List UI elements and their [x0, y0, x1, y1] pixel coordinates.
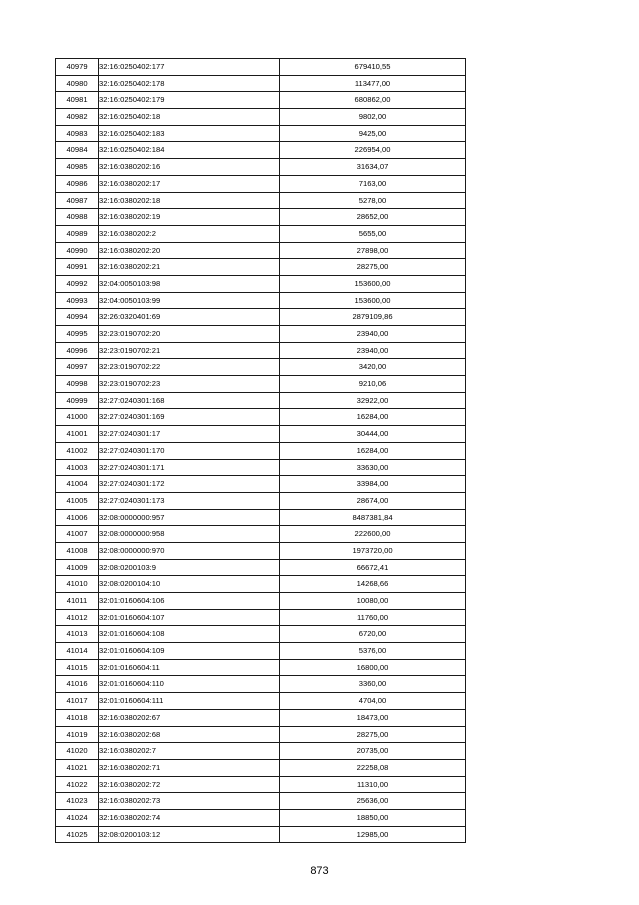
row-number-cell: 41001 — [56, 426, 99, 443]
cadastral-number-cell: 32:16:0380202:16 — [99, 159, 280, 176]
row-number-cell: 41017 — [56, 693, 99, 710]
cadastral-number-cell: 32:27:0240301:168 — [99, 392, 280, 409]
cadastral-value-cell: 30444,00 — [280, 426, 466, 443]
row-number-cell: 41014 — [56, 643, 99, 660]
cadastral-value-cell: 28275,00 — [280, 726, 466, 743]
cadastral-number-cell: 32:01:0160604:111 — [99, 693, 280, 710]
row-number-cell: 40987 — [56, 192, 99, 209]
table-row — [56, 175, 466, 192]
table-row — [56, 676, 466, 693]
cadastral-value-cell: 10080,00 — [280, 593, 466, 610]
cadastral-value-cell: 27898,00 — [280, 242, 466, 259]
cadastral-value-cell: 28652,00 — [280, 209, 466, 226]
cadastral-value-cell: 31634,07 — [280, 159, 466, 176]
cadastral-value-cell: 3420,00 — [280, 359, 466, 376]
cadastral-value-cell: 16284,00 — [280, 442, 466, 459]
row-number-cell: 41013 — [56, 626, 99, 643]
table-row — [56, 542, 466, 559]
cadastral-number-cell: 32:08:0000000:958 — [99, 526, 280, 543]
cadastral-value-cell: 11310,00 — [280, 776, 466, 793]
row-number-cell: 41022 — [56, 776, 99, 793]
table-row — [56, 125, 466, 142]
cadastral-value-cell: 5655,00 — [280, 225, 466, 242]
table-row — [56, 743, 466, 760]
cadastral-number-cell: 32:27:0240301:171 — [99, 459, 280, 476]
row-number-cell: 40979 — [56, 59, 99, 76]
cadastral-value-cell: 9210,06 — [280, 376, 466, 393]
table-row — [56, 59, 466, 76]
cadastral-value-cell: 14268,66 — [280, 576, 466, 593]
cadastral-value-cell: 3360,00 — [280, 676, 466, 693]
row-number-cell: 41020 — [56, 743, 99, 760]
cadastral-number-cell: 32:01:0160604:11 — [99, 659, 280, 676]
row-number-cell: 41009 — [56, 559, 99, 576]
table-row — [56, 292, 466, 309]
cadastral-value-cell: 23940,00 — [280, 342, 466, 359]
cadastral-value-cell: 18850,00 — [280, 809, 466, 826]
cadastral-value-cell: 2879109,86 — [280, 309, 466, 326]
cadastral-number-cell: 32:16:0250402:177 — [99, 59, 280, 76]
table-row — [56, 809, 466, 826]
table-row — [56, 576, 466, 593]
row-number-cell: 40989 — [56, 225, 99, 242]
table-row — [56, 709, 466, 726]
cadastral-number-cell: 32:16:0250402:184 — [99, 142, 280, 159]
cadastral-value-cell: 33984,00 — [280, 476, 466, 493]
cadastral-number-cell: 32:16:0380202:71 — [99, 759, 280, 776]
table-row — [56, 75, 466, 92]
table-row — [56, 559, 466, 576]
cadastral-number-cell: 32:16:0380202:67 — [99, 709, 280, 726]
table-row — [56, 142, 466, 159]
table-row — [56, 225, 466, 242]
cadastral-value-cell: 25636,00 — [280, 793, 466, 810]
cadastral-value-cell: 113477,00 — [280, 75, 466, 92]
row-number-cell: 40986 — [56, 175, 99, 192]
cadastral-number-cell: 32:16:0380202:74 — [99, 809, 280, 826]
cadastral-number-cell: 32:27:0240301:173 — [99, 492, 280, 509]
cadastral-number-cell: 32:04:0050103:99 — [99, 292, 280, 309]
cadastral-value-cell: 5278,00 — [280, 192, 466, 209]
row-number-cell: 41004 — [56, 476, 99, 493]
table-row — [56, 492, 466, 509]
table-row — [56, 476, 466, 493]
cadastral-number-cell: 32:27:0240301:17 — [99, 426, 280, 443]
row-number-cell: 40998 — [56, 376, 99, 393]
cadastral-value-cell: 32922,00 — [280, 392, 466, 409]
table-row — [56, 192, 466, 209]
cadastral-number-cell: 32:26:0320401:69 — [99, 309, 280, 326]
cadastral-value-cell: 22258,08 — [280, 759, 466, 776]
cadastral-number-cell: 32:23:0190702:20 — [99, 326, 280, 343]
cadastral-number-cell: 32:23:0190702:23 — [99, 376, 280, 393]
cadastral-number-cell: 32:16:0380202:73 — [99, 793, 280, 810]
table-row — [56, 726, 466, 743]
table-row — [56, 342, 466, 359]
row-number-cell: 41007 — [56, 526, 99, 543]
row-number-cell: 40980 — [56, 75, 99, 92]
cadastral-number-cell: 32:23:0190702:21 — [99, 342, 280, 359]
row-number-cell: 40993 — [56, 292, 99, 309]
table-row — [56, 159, 466, 176]
cadastral-number-cell: 32:23:0190702:22 — [99, 359, 280, 376]
table-row — [56, 826, 466, 843]
cadastral-number-cell: 32:01:0160604:106 — [99, 593, 280, 610]
cadastral-number-cell: 32:27:0240301:170 — [99, 442, 280, 459]
cadastral-number-cell: 32:01:0160604:110 — [99, 676, 280, 693]
cadastral-value-cell: 28275,00 — [280, 259, 466, 276]
row-number-cell: 41006 — [56, 509, 99, 526]
cadastral-number-cell: 32:16:0380202:72 — [99, 776, 280, 793]
table-row — [56, 759, 466, 776]
row-number-cell: 40991 — [56, 259, 99, 276]
cadastral-number-cell: 32:16:0250402:179 — [99, 92, 280, 109]
row-number-cell: 40982 — [56, 109, 99, 126]
cadastral-number-cell: 32:16:0250402:183 — [99, 125, 280, 142]
cadastral-value-table — [55, 58, 466, 843]
table-row — [56, 376, 466, 393]
row-number-cell: 40994 — [56, 309, 99, 326]
row-number-cell: 40995 — [56, 326, 99, 343]
table-row — [56, 609, 466, 626]
table-row — [56, 593, 466, 610]
cadastral-value-cell: 12985,00 — [280, 826, 466, 843]
cadastral-value-cell: 9802,00 — [280, 109, 466, 126]
cadastral-value-cell: 9425,00 — [280, 125, 466, 142]
cadastral-value-cell: 153600,00 — [280, 275, 466, 292]
row-number-cell: 40992 — [56, 275, 99, 292]
table-row — [56, 209, 466, 226]
table-row — [56, 426, 466, 443]
table-row — [56, 626, 466, 643]
cadastral-number-cell: 32:01:0160604:108 — [99, 626, 280, 643]
row-number-cell: 40988 — [56, 209, 99, 226]
table-row — [56, 326, 466, 343]
table-row — [56, 459, 466, 476]
cadastral-value-cell: 6720,00 — [280, 626, 466, 643]
cadastral-number-cell: 32:16:0380202:7 — [99, 743, 280, 760]
cadastral-number-cell: 32:16:0380202:20 — [99, 242, 280, 259]
table-row — [56, 359, 466, 376]
row-number-cell: 41012 — [56, 609, 99, 626]
cadastral-number-cell: 32:16:0380202:17 — [99, 175, 280, 192]
cadastral-value-cell: 16284,00 — [280, 409, 466, 426]
table-row — [56, 509, 466, 526]
table-body — [56, 59, 466, 843]
cadastral-number-cell: 32:08:0200103:12 — [99, 826, 280, 843]
row-number-cell: 41024 — [56, 809, 99, 826]
row-number-cell: 41010 — [56, 576, 99, 593]
cadastral-number-cell: 32:01:0160604:109 — [99, 643, 280, 660]
cadastral-number-cell: 32:16:0250402:178 — [99, 75, 280, 92]
cadastral-value-cell: 20735,00 — [280, 743, 466, 760]
row-number-cell: 41016 — [56, 676, 99, 693]
row-number-cell: 40999 — [56, 392, 99, 409]
cadastral-number-cell: 32:08:0200104:10 — [99, 576, 280, 593]
table-row — [56, 793, 466, 810]
row-number-cell: 40985 — [56, 159, 99, 176]
table-row — [56, 409, 466, 426]
cadastral-number-cell: 32:04:0050103:98 — [99, 275, 280, 292]
cadastral-value-cell: 679410,55 — [280, 59, 466, 76]
cadastral-number-cell: 32:16:0250402:18 — [99, 109, 280, 126]
cadastral-value-cell: 5376,00 — [280, 643, 466, 660]
page-number: 873 — [310, 865, 329, 877]
cadastral-value-cell: 7163,00 — [280, 175, 466, 192]
cadastral-number-cell: 32:08:0000000:970 — [99, 542, 280, 559]
row-number-cell: 41015 — [56, 659, 99, 676]
row-number-cell: 40984 — [56, 142, 99, 159]
row-number-cell: 41008 — [56, 542, 99, 559]
cadastral-number-cell: 32:16:0380202:2 — [99, 225, 280, 242]
cadastral-value-cell: 11760,00 — [280, 609, 466, 626]
cadastral-number-cell: 32:16:0380202:21 — [99, 259, 280, 276]
cadastral-value-cell: 153600,00 — [280, 292, 466, 309]
cadastral-number-cell: 32:16:0380202:18 — [99, 192, 280, 209]
table-row — [56, 659, 466, 676]
row-number-cell: 40996 — [56, 342, 99, 359]
row-number-cell: 41000 — [56, 409, 99, 426]
cadastral-value-cell: 33630,00 — [280, 459, 466, 476]
table-row — [56, 442, 466, 459]
cadastral-value-cell: 16800,00 — [280, 659, 466, 676]
table-row — [56, 275, 466, 292]
cadastral-number-cell: 32:01:0160604:107 — [99, 609, 280, 626]
cadastral-value-cell: 23940,00 — [280, 326, 466, 343]
row-number-cell: 41005 — [56, 492, 99, 509]
cadastral-value-cell: 4704,00 — [280, 693, 466, 710]
table-row — [56, 643, 466, 660]
table-row — [56, 242, 466, 259]
cadastral-value-cell: 18473,00 — [280, 709, 466, 726]
table-row — [56, 693, 466, 710]
cadastral-number-cell: 32:08:0000000:957 — [99, 509, 280, 526]
row-number-cell: 41019 — [56, 726, 99, 743]
row-number-cell: 40990 — [56, 242, 99, 259]
table-row — [56, 259, 466, 276]
cadastral-number-cell: 32:16:0380202:68 — [99, 726, 280, 743]
cadastral-number-cell: 32:27:0240301:169 — [99, 409, 280, 426]
cadastral-value-cell: 226954,00 — [280, 142, 466, 159]
row-number-cell: 40997 — [56, 359, 99, 376]
table-row — [56, 392, 466, 409]
table-row — [56, 776, 466, 793]
cadastral-value-cell: 66672,41 — [280, 559, 466, 576]
row-number-cell: 41018 — [56, 709, 99, 726]
row-number-cell: 41011 — [56, 593, 99, 610]
cadastral-value-cell: 222600,00 — [280, 526, 466, 543]
cadastral-number-cell: 32:27:0240301:172 — [99, 476, 280, 493]
row-number-cell: 41023 — [56, 793, 99, 810]
table-row — [56, 309, 466, 326]
row-number-cell: 41021 — [56, 759, 99, 776]
row-number-cell: 41003 — [56, 459, 99, 476]
row-number-cell: 41002 — [56, 442, 99, 459]
table-row — [56, 526, 466, 543]
cadastral-number-cell: 32:16:0380202:19 — [99, 209, 280, 226]
cadastral-value-cell: 1973720,00 — [280, 542, 466, 559]
cadastral-value-cell: 28674,00 — [280, 492, 466, 509]
table-row — [56, 92, 466, 109]
row-number-cell: 40981 — [56, 92, 99, 109]
cadastral-value-cell: 680862,00 — [280, 92, 466, 109]
row-number-cell: 40983 — [56, 125, 99, 142]
cadastral-value-cell: 8487381,84 — [280, 509, 466, 526]
cadastral-number-cell: 32:08:0200103:9 — [99, 559, 280, 576]
table-row — [56, 109, 466, 126]
row-number-cell: 41025 — [56, 826, 99, 843]
